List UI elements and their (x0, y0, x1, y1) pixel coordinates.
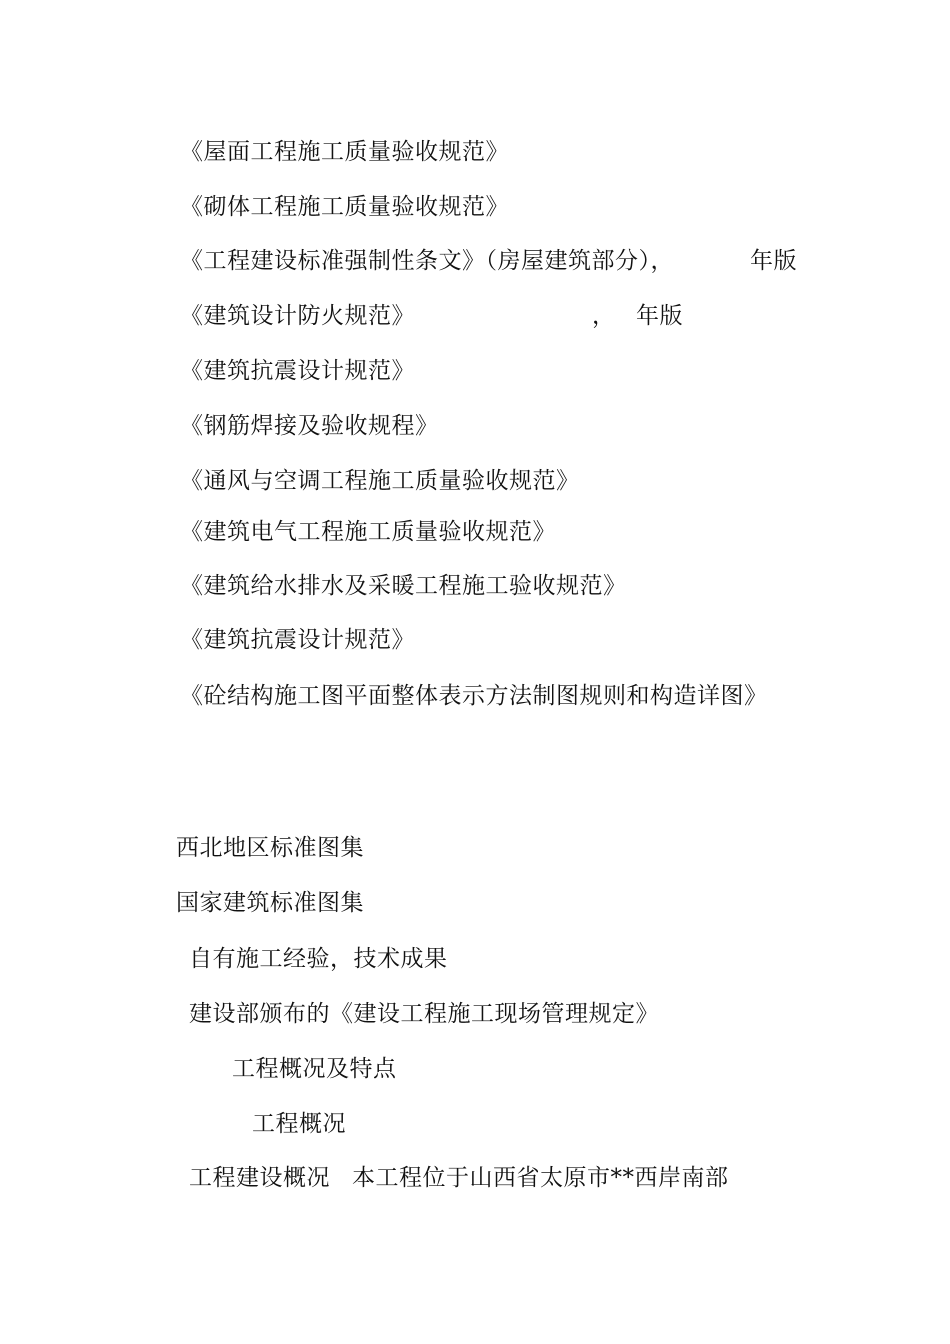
regulation-line: 建设部颁布的《建设工程施工现场管理规定》 (189, 1001, 659, 1027)
section-heading: 工程概况及特点 (232, 1056, 397, 1082)
standard-item-with-edition (180, 246, 820, 276)
overview-label: 工程建设概况 (189, 1165, 330, 1191)
standard-item-with-edition (180, 301, 700, 331)
comma: ， (592, 303, 616, 329)
standard-item: 《砼结构施工图平面整体表示方法制图规则和构造详图》 (180, 683, 768, 709)
overview-text: 本工程位于山西省太原市**西岸南部 (352, 1165, 729, 1191)
standard-item: 《建筑电气工程施工质量验收规范》 (180, 519, 556, 545)
standard-item: 《钢筋焊接及验收规程》 (180, 413, 439, 439)
standard-item: 《建筑抗震设计规范》 (180, 627, 415, 653)
standard-item: 《屋面工程施工质量验收规范》 (180, 139, 509, 165)
standard-title: 《工程建设标准强制性条文》（房屋建筑部分）， (180, 248, 674, 274)
edition-label: 年版 (750, 248, 797, 274)
standard-title: 《建筑设计防火规范》 (180, 303, 415, 329)
standard-item: 《建筑抗震设计规范》 (180, 358, 415, 384)
experience-line: 自有施工经验，技术成果 (189, 946, 448, 972)
standard-item: 《砌体工程施工质量验收规范》 (180, 194, 509, 220)
edition-label: 年版 (636, 303, 683, 329)
standard-item: 《建筑给水排水及采暖工程施工验收规范》 (180, 573, 627, 599)
subsection-heading: 工程概况 (252, 1111, 346, 1137)
overview-line (189, 1163, 789, 1193)
standard-item: 《通风与空调工程施工质量验收规范》 (180, 468, 580, 494)
atlas-item: 西北地区标准图集 (176, 835, 364, 861)
atlas-item: 国家建筑标准图集 (176, 890, 364, 916)
